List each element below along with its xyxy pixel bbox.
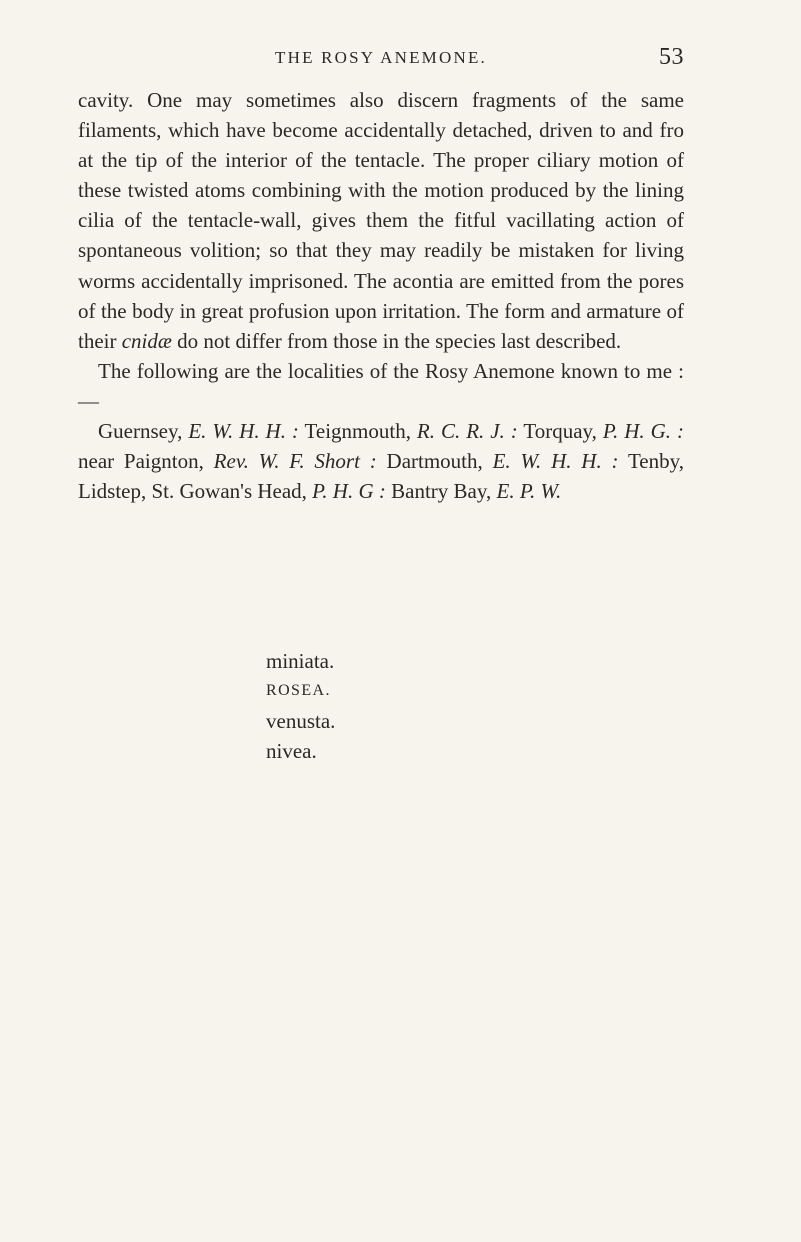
locality-text: Torquay, — [517, 419, 603, 444]
localities-paragraph — [78, 416, 684, 506]
locality-text: near Paignton, — [78, 449, 214, 474]
running-head — [78, 44, 684, 78]
paragraph-2 — [78, 356, 684, 416]
variety-list — [266, 646, 335, 766]
collector-initials: E. W. H. H. : — [492, 449, 619, 474]
paragraph-2-text: The following are the localities of the Rosy Anemone known to me :— — [78, 358, 684, 413]
running-title: THE ROSY ANEMONE. — [275, 48, 487, 67]
variety-item: miniata. — [266, 649, 335, 673]
paragraph-1 — [78, 85, 684, 356]
collector-initials: E. W. H. H. : — [188, 419, 299, 444]
body-text — [78, 85, 684, 506]
collector-initials: P. H. G. : — [602, 419, 685, 444]
locality-text: Teignmouth, — [298, 419, 417, 444]
collector-initials: Rev. W. F. Short : — [213, 449, 377, 474]
locality-text: Tenby, Lidstep, St. Gowan's Head, — [78, 449, 685, 504]
locality-text: Bantry Bay, — [385, 479, 497, 504]
collector-initials: R. C. R. J. : — [416, 419, 518, 444]
paragraph-1-text-a: cavity. One may sometimes also discern fragments of the same filaments, which have become accidentally detached, driven to and fro at the tip of the interior of the tentacle. The proper ciliary motion of these twisted atoms combining with the motion produced by the lining cilia of the tentacle-wall, gives them the fitful vacillating action of spontaneous volition; so that they may readily be mistaken for living worms accidentally imprisoned. The acontia are emitted from the pores of the body in great profusion upon irritation. The form and armature of their — [78, 88, 684, 353]
variety-item: ROSEA. — [266, 682, 331, 700]
paragraph-1-text-b: do not differ from those in the species last described. — [171, 328, 622, 353]
page-number: 53 — [659, 44, 684, 70]
variety-item: venusta. — [266, 709, 336, 734]
locality-text: Guernsey, — [98, 419, 189, 444]
italic-term-cnidae: cnidæ — [121, 328, 172, 353]
collector-initials: P. H. G : — [312, 479, 386, 504]
collector-initials: E. P. W. — [496, 479, 562, 504]
variety-item: nivea. — [266, 739, 317, 764]
locality-text: Dartmouth, — [376, 449, 493, 474]
